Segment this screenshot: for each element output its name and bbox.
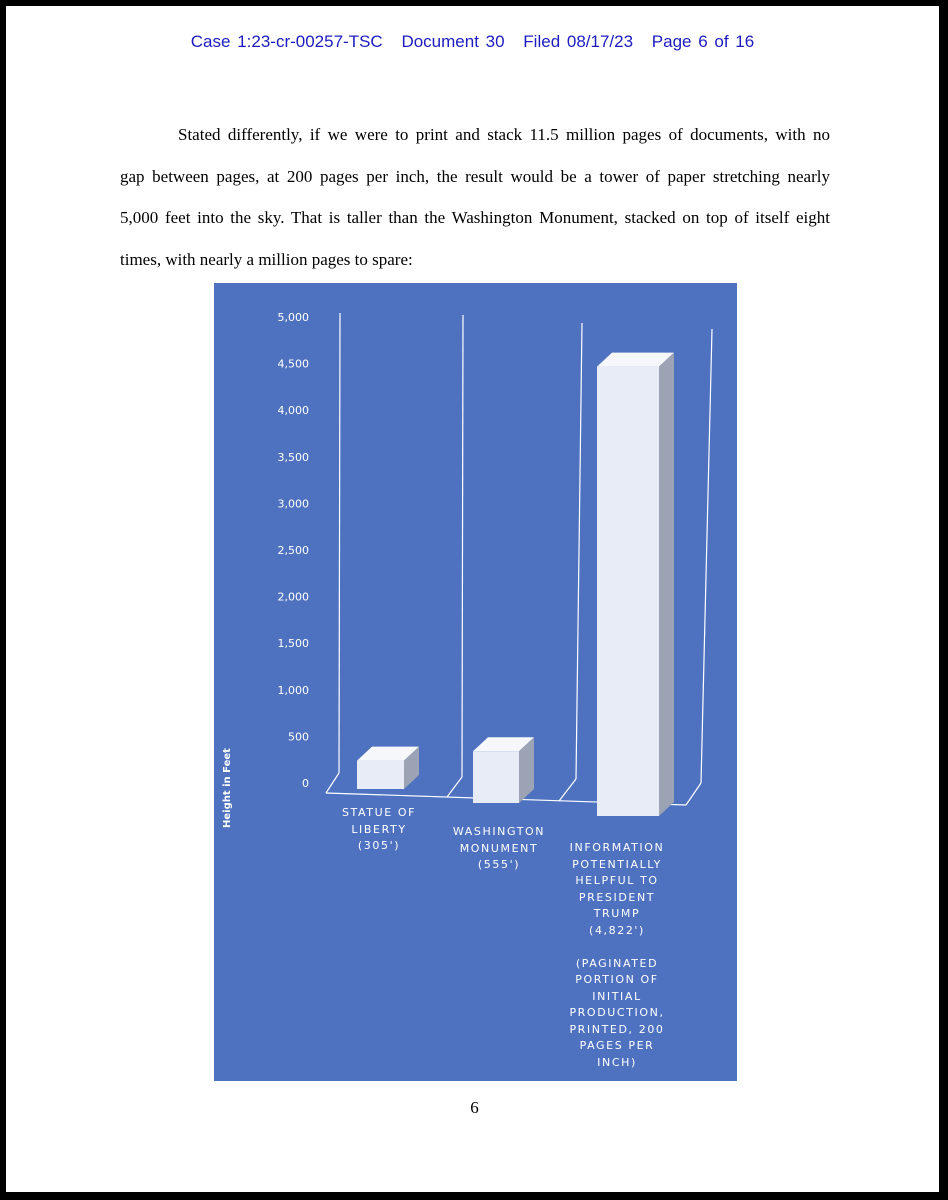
bar-front <box>597 367 659 816</box>
paragraph-line: Stated differently, if we were to print and stack 11.5 million pages of documents, with no <box>178 125 830 144</box>
category-label <box>557 840 677 1071</box>
category-label-line: (305') <box>357 839 401 852</box>
case-header <box>6 32 939 52</box>
y-tick-label: 2,000 <box>277 590 309 604</box>
y-tick-label: 1,000 <box>277 683 309 697</box>
category-label-line: PRODUCTION, <box>569 1006 665 1019</box>
y-tick-label: 4,000 <box>277 404 309 418</box>
category-label-line: WASHINGTON <box>452 825 546 838</box>
category-label-line: INFORMATION <box>569 841 665 854</box>
floor-line <box>559 779 576 801</box>
category-label-line: PRESIDENT <box>578 890 656 904</box>
category-label-line: POTENTIALLY <box>572 857 662 871</box>
floor-line <box>447 777 462 797</box>
page-number: 6 <box>470 1098 479 1117</box>
y-tick-label: 1,500 <box>277 637 309 651</box>
category-label-line: (555') <box>477 858 521 871</box>
y-tick-label: 5,000 <box>277 311 309 324</box>
case-number: Case 1:23-cr-00257-TSC <box>190 32 383 51</box>
grid-wall-line <box>701 329 712 783</box>
y-tick-label: 4,500 <box>277 357 309 371</box>
page-indicator: Page 6 of 16 <box>651 32 755 51</box>
category-label-line: HELPFUL TO <box>575 874 659 887</box>
y-tick-label: 3,000 <box>277 497 309 511</box>
category-label-line <box>557 939 677 956</box>
category-label-line: MONUMENT <box>459 841 539 855</box>
category-label-line: STATUE OF <box>341 806 417 819</box>
category-label-line: PAGES PER <box>579 1039 655 1052</box>
grid-wall-line <box>576 323 582 779</box>
y-axis-label: Height in Feet <box>222 748 233 828</box>
y-tick-label: 500 <box>288 730 309 744</box>
category-label-line: INITIAL <box>592 989 642 1003</box>
bar-front <box>473 751 519 803</box>
category-label <box>324 805 434 855</box>
category-label-line: TRUMP <box>593 907 641 920</box>
bar-side <box>659 353 674 816</box>
grid-wall-line <box>339 313 340 773</box>
floor-line <box>686 783 701 805</box>
category-label-line: (PAGINATED <box>575 956 659 970</box>
paragraph-line: gap between pages, at 200 pages per inch, the result would be a tower of paper stretching nearly <box>120 166 830 186</box>
y-tick-label: 0 <box>302 777 309 790</box>
floor-line <box>326 773 339 793</box>
category-label-line: INCH) <box>597 1055 637 1069</box>
document-number: Document 30 <box>401 32 505 51</box>
paragraph-line: 5,000 feet into the sky. That is taller than the Washington Monument, stacked on top of itself eight <box>120 208 830 227</box>
category-label-line: PRINTED, 200 <box>569 1022 665 1036</box>
paragraph-line: times, with nearly a million pages to spare: <box>120 249 413 269</box>
grid-wall-line <box>462 315 463 777</box>
category-label <box>439 824 559 874</box>
y-tick-label: 2,500 <box>277 544 309 557</box>
category-label-line: LIBERTY <box>351 822 407 836</box>
height-comparison-chart <box>214 283 737 1081</box>
y-tick-label: 3,500 <box>277 450 309 464</box>
category-label-line: (4,822') <box>589 923 645 937</box>
filed-date: Filed 08/17/23 <box>523 32 634 51</box>
bar-front <box>357 761 404 789</box>
body-paragraph <box>120 118 830 284</box>
category-label-line: PORTION OF <box>575 973 659 986</box>
document-page <box>6 6 939 1192</box>
